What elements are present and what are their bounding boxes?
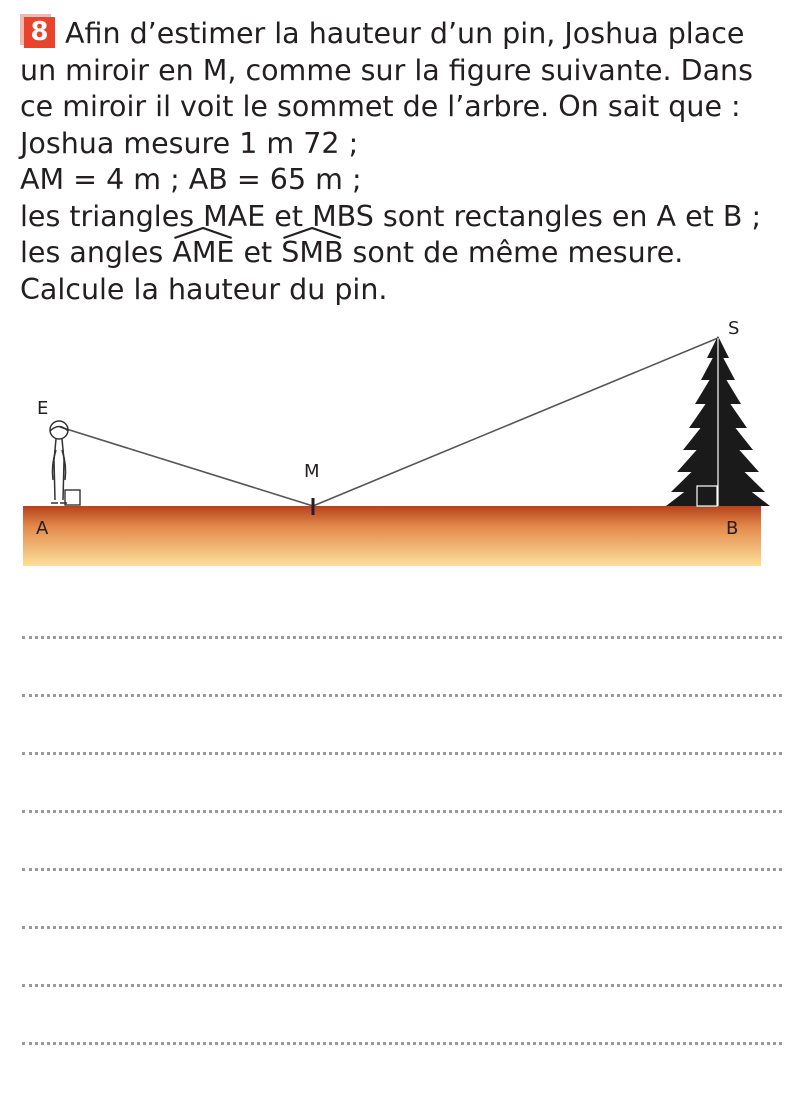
angle-smb-label: SMB (281, 236, 344, 269)
angle-ame-label: AME (172, 236, 235, 269)
statement-line-5: AM = 4 m ; AB = 65 m ; (20, 163, 362, 196)
answer-line[interactable] (22, 868, 782, 871)
statement-text-1: Afin d’estimer la hauteur d’un pin, Joshua place (65, 17, 745, 50)
statement-line-1 (20, 14, 790, 53)
figure (0, 300, 803, 590)
right-angle-icon-a (65, 490, 80, 505)
question-line: Calcule la hauteur du pin. (20, 272, 388, 306)
answer-line[interactable] (22, 694, 782, 697)
label-s: S (728, 318, 740, 339)
statement-line-4: Joshua mesure 1 m 72 ; (20, 126, 359, 160)
answer-lines[interactable] (22, 636, 782, 1100)
statement-line-7 (20, 235, 790, 272)
answer-line[interactable] (22, 810, 782, 813)
answer-line[interactable] (22, 926, 782, 929)
exercise-statement (20, 14, 790, 308)
answer-line[interactable] (22, 752, 782, 755)
angles-prefix: les angles (20, 236, 173, 269)
label-e: E (37, 398, 49, 419)
angle-ame (172, 235, 234, 272)
angle-smb (281, 235, 343, 272)
ground (23, 506, 761, 566)
label-b: B (726, 518, 739, 539)
answer-line[interactable] (22, 636, 782, 639)
label-m: M (304, 461, 320, 482)
exercise-number: 8 (24, 17, 55, 48)
sight-line-ms (313, 338, 718, 506)
label-a: A (36, 518, 49, 539)
sight-line-em (60, 427, 313, 506)
angles-middle: et (234, 236, 282, 269)
answer-line[interactable] (22, 984, 782, 987)
statement-line-6: les triangles MAE et MBS sont rectangles en A et B ; (20, 199, 762, 233)
statement-line-2: un miroir en M, comme sur la figure suivante. Dans (20, 53, 753, 87)
angles-suffix: sont de même mesure. (343, 236, 684, 269)
statement-line-3: ce miroir il voit le sommet de l’arbre. On sait que : (20, 90, 741, 123)
figure-svg (0, 300, 803, 590)
exercise-number-badge (20, 14, 56, 48)
answer-line[interactable] (22, 1042, 782, 1045)
